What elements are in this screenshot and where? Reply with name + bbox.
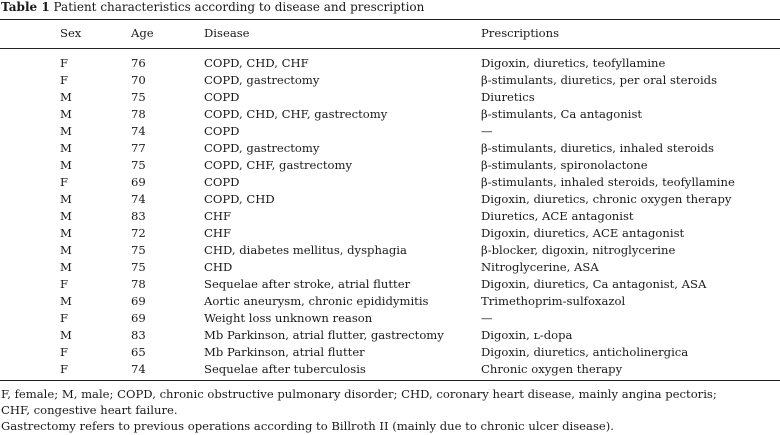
cell-disease: Weight loss unknown reason — [204, 311, 373, 325]
cell-sex: F — [60, 345, 69, 359]
cell-sex: M — [60, 294, 72, 308]
cell-disease: COPD — [204, 124, 240, 138]
cell-sex: M — [60, 243, 72, 257]
cell-age: 74 — [131, 124, 146, 138]
cell-age: 72 — [131, 226, 146, 240]
cell-sex: M — [60, 158, 72, 172]
cell-disease: Sequelae after tuberculosis — [204, 362, 366, 376]
cell-age: 69 — [131, 294, 146, 308]
table-row — [0, 174, 780, 191]
cell-prescriptions: Digoxin, diuretics, teofyllamine — [481, 56, 666, 70]
table-row — [0, 259, 780, 276]
table-caption — [1, 0, 424, 14]
cell-sex: M — [60, 192, 72, 206]
cell-sex: F — [60, 311, 69, 325]
header-prescriptions: Prescriptions — [481, 26, 560, 40]
cell-disease: Sequelae after stroke, atrial flutter — [204, 277, 411, 291]
cell-prescriptions: Chronic oxygen therapy — [481, 362, 623, 376]
table-row — [0, 344, 780, 361]
cell-age: 74 — [131, 362, 146, 376]
cell-disease: Mb Parkinson, atrial flutter, gastrectomy — [204, 328, 444, 342]
cell-disease: COPD, gastrectomy — [204, 141, 320, 155]
table-row — [0, 225, 780, 242]
cell-sex: M — [60, 260, 72, 274]
cell-disease: COPD — [204, 90, 240, 104]
cell-prescriptions: — — [481, 124, 493, 138]
cell-age: 83 — [131, 209, 146, 223]
cell-age: 78 — [131, 277, 146, 291]
cell-age: 65 — [131, 345, 146, 359]
cell-prescriptions: Nitroglycerine, ASA — [481, 260, 599, 274]
cell-prescriptions: β-stimulants, Ca antagonist — [481, 107, 643, 121]
header-age: Age — [131, 26, 154, 40]
cell-age: 75 — [131, 260, 146, 274]
cell-age: 69 — [131, 311, 146, 325]
cell-prescriptions: — — [481, 311, 493, 325]
cell-sex: M — [60, 226, 72, 240]
cell-prescriptions: Digoxin, diuretics, chronic oxygen therapy — [481, 192, 732, 206]
cell-age: 69 — [131, 175, 146, 189]
table-row — [0, 293, 780, 310]
cell-sex: M — [60, 107, 72, 121]
cell-age: 78 — [131, 107, 146, 121]
cell-prescriptions: β-blocker, digoxin, nitroglycerine — [481, 243, 676, 257]
cell-prescriptions: β-stimulants, diuretics, inhaled steroids — [481, 141, 714, 155]
cell-disease: CHD, diabetes mellitus, dysphagia — [204, 243, 407, 257]
table-row — [0, 89, 780, 106]
cell-disease: COPD, CHD, CHF, gastrectomy — [204, 107, 388, 121]
cell-age: 83 — [131, 328, 146, 342]
cell-age: 75 — [131, 90, 146, 104]
table-row — [0, 310, 780, 327]
table-row — [0, 208, 780, 225]
cell-prescriptions: Digoxin, diuretics, anticholinergica — [481, 345, 689, 359]
cell-prescriptions: β-stimulants, spironolactone — [481, 158, 648, 172]
table-row — [0, 123, 780, 140]
cell-sex: M — [60, 328, 72, 342]
cell-disease: CHD — [204, 260, 233, 274]
cell-sex: F — [60, 73, 69, 87]
cell-disease: COPD, gastrectomy — [204, 73, 320, 87]
table-row — [0, 361, 780, 378]
cell-prescriptions: Digoxin, diuretics, Ca antagonist, ASA — [481, 277, 707, 291]
cell-disease: COPD, CHD — [204, 192, 275, 206]
table-row — [0, 276, 780, 293]
table-caption-text: Patient characteristics according to disease and prescription — [53, 0, 425, 14]
table-row — [0, 106, 780, 123]
cell-sex: M — [60, 90, 72, 104]
cell-disease: Mb Parkinson, atrial flutter — [204, 345, 365, 359]
footnote-chf: CHF, congestive heart failure. — [1, 403, 178, 417]
cell-prescriptions: Diuretics, ACE antagonist — [481, 209, 634, 223]
cell-prescriptions: Diuretics — [481, 90, 535, 104]
cell-age: 74 — [131, 192, 146, 206]
cell-sex: F — [60, 56, 69, 70]
cell-sex: F — [60, 175, 69, 189]
table-row — [0, 140, 780, 157]
table-row — [0, 55, 780, 72]
cell-age: 75 — [131, 243, 146, 257]
cell-age: 77 — [131, 141, 146, 155]
cell-disease: Aortic aneurysm, chronic epididymitis — [204, 294, 429, 308]
table-row — [0, 327, 780, 344]
footnote-gastrectomy: Gastrectomy refers to previous operations according to Billroth II (mainly due to chronic ulcer disease). — [1, 419, 614, 433]
table-row — [0, 157, 780, 174]
cell-disease: COPD, CHD, CHF — [204, 56, 309, 70]
header-sex: Sex — [60, 26, 82, 40]
table-row — [0, 72, 780, 89]
cell-sex: F — [60, 277, 69, 291]
cell-age: 76 — [131, 56, 146, 70]
cell-disease: CHF — [204, 226, 232, 240]
cell-prescriptions: β-stimulants, inhaled steroids, teofyllamine — [481, 175, 735, 189]
header-disease: Disease — [204, 26, 250, 40]
cell-disease: COPD, CHF, gastrectomy — [204, 158, 353, 172]
cell-age: 70 — [131, 73, 146, 87]
table-header-row — [0, 25, 780, 42]
cell-sex: M — [60, 209, 72, 223]
table-row — [0, 191, 780, 208]
footnote-abbreviations: F, female; M, male; COPD, chronic obstructive pulmonary disorder; CHD, coronary heart disease, mainly angina pectoris; — [1, 387, 717, 401]
table-bottom-rule — [0, 380, 780, 381]
table-header-rule — [0, 48, 780, 49]
table-caption-label: Table 1 — [1, 0, 50, 14]
table-body — [0, 55, 780, 378]
cell-age: 75 — [131, 158, 146, 172]
cell-prescriptions: Digoxin, diuretics, ACE antagonist — [481, 226, 685, 240]
cell-sex: M — [60, 124, 72, 138]
cell-prescriptions: Digoxin, ʟ-dopa — [481, 328, 573, 342]
table-row — [0, 242, 780, 259]
cell-disease: CHF — [204, 209, 232, 223]
table-top-rule — [0, 19, 780, 20]
cell-prescriptions: β-stimulants, diuretics, per oral steroids — [481, 73, 718, 87]
cell-disease: COPD — [204, 175, 240, 189]
cell-sex: M — [60, 141, 72, 155]
cell-sex: F — [60, 362, 69, 376]
cell-prescriptions: Trimethoprim-sulfoxazol — [481, 294, 626, 308]
